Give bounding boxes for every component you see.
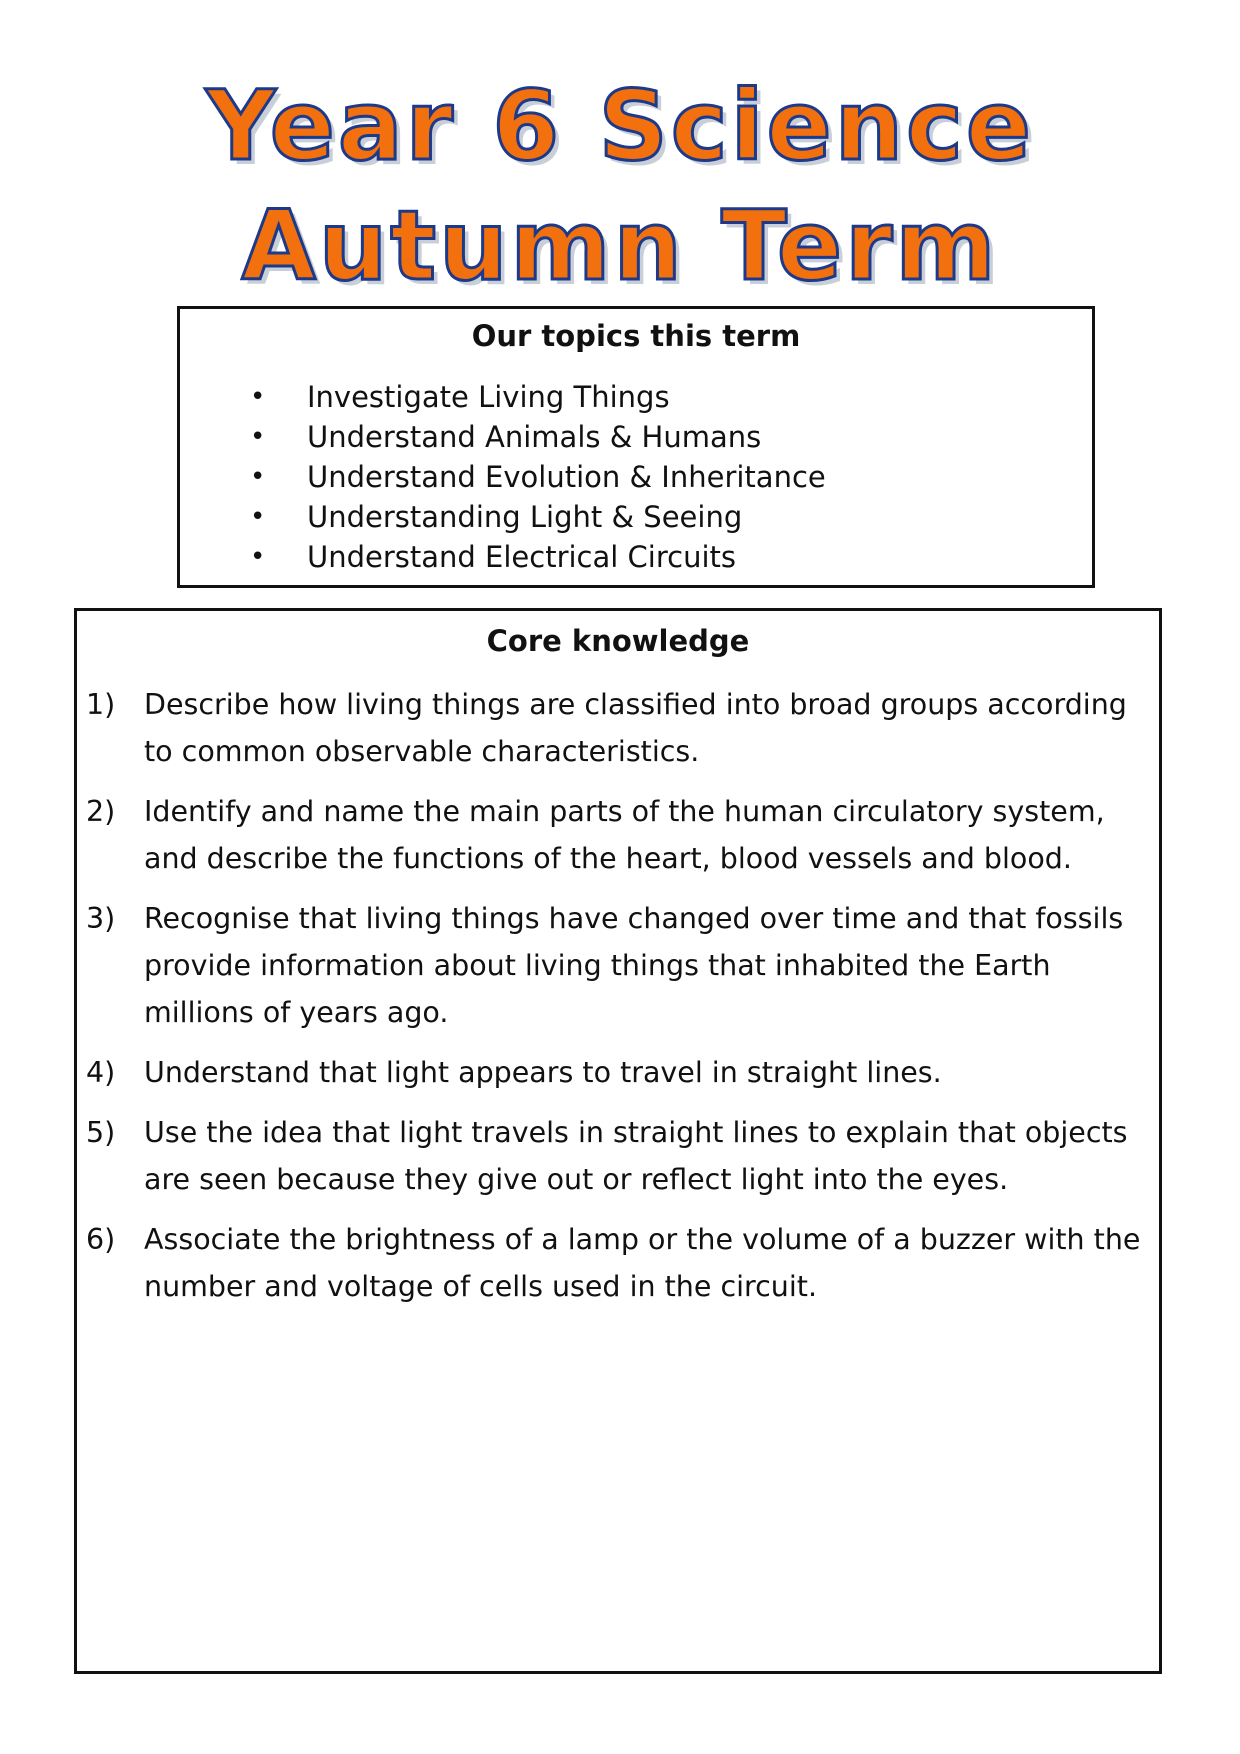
topic-label: Understand Electrical Circuits: [307, 540, 736, 574]
topic-label: Investigate Living Things: [307, 380, 670, 414]
item-number: 1): [86, 688, 116, 721]
topic-label: Understand Evolution & Inheritance: [307, 460, 826, 494]
bullet-icon: •: [250, 542, 266, 572]
core-knowledge-item: [77, 681, 1159, 775]
page-title-line-2: Autumn Term: [241, 190, 999, 302]
page-title-line-1: Year 6 Science: [206, 70, 1034, 182]
topic-item: [180, 377, 826, 417]
core-knowledge-item: [77, 1109, 1159, 1203]
item-text: Identify and name the main parts of the human circulatory system, and describe the functions of the heart, blood vessels and blood.: [144, 795, 1105, 875]
core-knowledge-item: [77, 895, 1159, 1036]
bullet-icon: •: [250, 502, 266, 532]
topic-label: Understanding Light & Seeing: [307, 500, 743, 534]
item-text: Recognise that living things have changed over time and that fossils provide information about living things that inhabited the Earth millions of years ago.: [144, 902, 1124, 1029]
item-number: 4): [86, 1056, 116, 1089]
bullet-icon: •: [250, 462, 266, 492]
item-text: Understand that light appears to travel in straight lines.: [144, 1056, 942, 1089]
core-knowledge-item: [77, 788, 1159, 882]
topics-box: [177, 306, 1095, 588]
topics-list: [180, 377, 826, 577]
core-knowledge-item: [77, 1049, 1159, 1096]
topic-item: [180, 417, 826, 457]
core-knowledge-item: [77, 1216, 1159, 1310]
item-text: Use the idea that light travels in straight lines to explain that objects are seen because they give out or reflect light into the eyes.: [144, 1116, 1128, 1196]
bullet-icon: •: [250, 382, 266, 412]
item-number: 2): [86, 795, 116, 828]
item-text: Describe how living things are classified into broad groups according to common observable characteristics.: [144, 688, 1127, 768]
item-number: 3): [86, 902, 116, 935]
item-number: 5): [86, 1116, 116, 1149]
topic-item: [180, 457, 826, 497]
core-knowledge-list: [77, 681, 1159, 1323]
core-knowledge-box: [74, 608, 1162, 1674]
topic-item: [180, 497, 826, 537]
core-knowledge-heading: Core knowledge: [486, 624, 750, 658]
bullet-icon: •: [250, 422, 266, 452]
topics-heading: Our topics this term: [471, 319, 801, 353]
topic-label: Understand Animals & Humans: [307, 420, 762, 454]
topic-item: [180, 537, 826, 577]
item-number: 6): [86, 1223, 116, 1256]
item-text: Associate the brightness of a lamp or the volume of a buzzer with the number and voltage of cells used in the circuit.: [144, 1223, 1141, 1303]
